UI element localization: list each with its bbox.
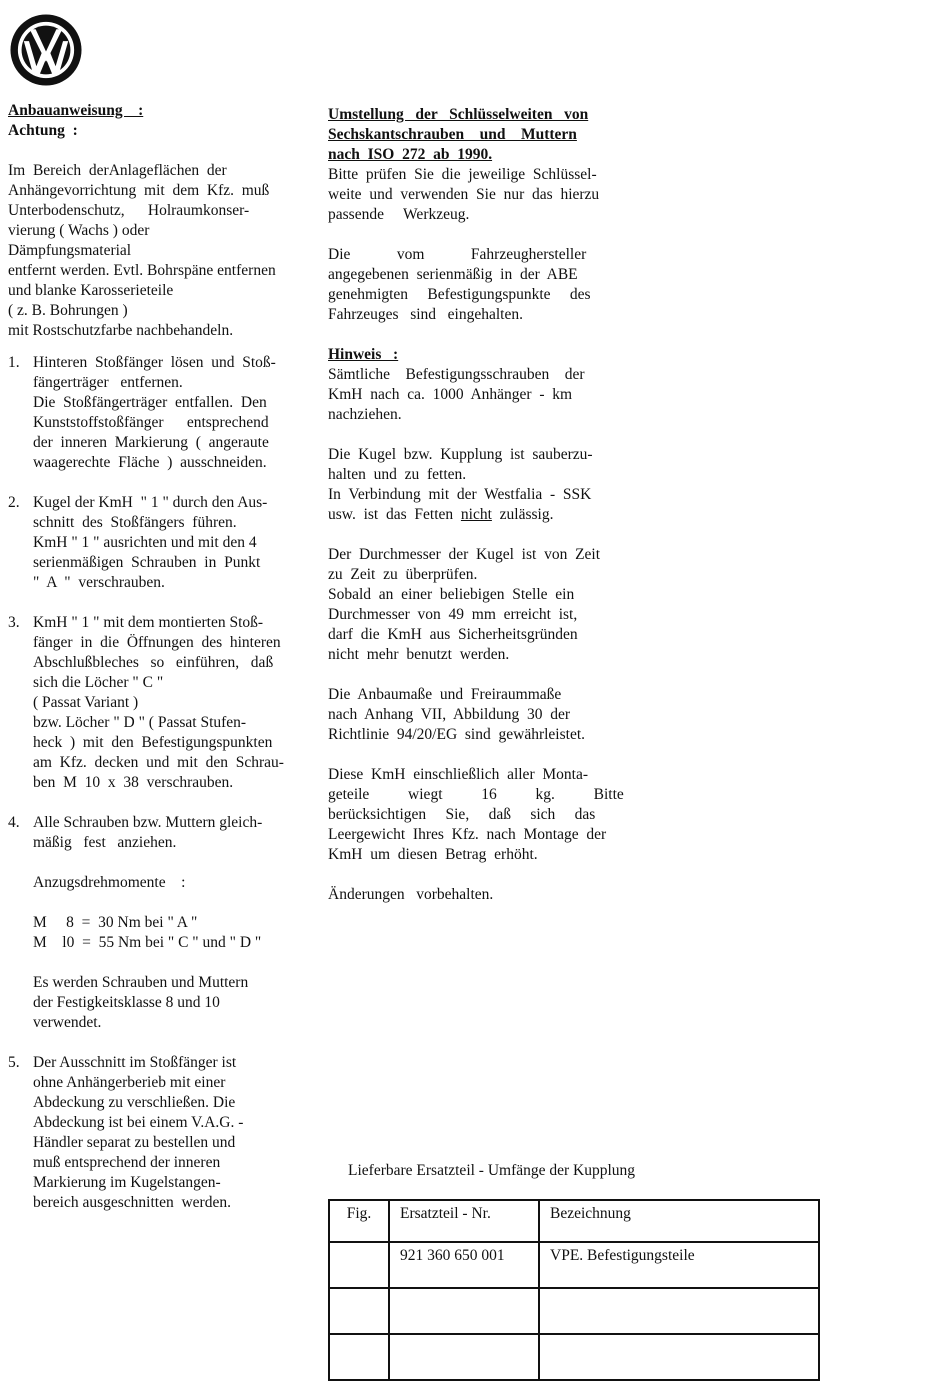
text-line: Anhängevorrichtung mit dem Kfz. muß — [8, 182, 270, 199]
intro-paragraph — [8, 161, 308, 341]
text-line: zu Zeit zu überprüfen. — [328, 566, 478, 583]
text-line: der Festigkeitsklasse 8 und 10 — [33, 994, 220, 1011]
text-line: Dämpfungsmaterial — [8, 242, 132, 259]
text-line: Diese KmH einschließlich aller Monta- — [328, 766, 588, 783]
text-line: nach Anhang VII, Abbildung 30 der — [328, 706, 571, 723]
text-line: KmH " 1 " mit dem montierten Stoß- — [33, 614, 264, 631]
vw-logo — [9, 13, 83, 87]
text-line: mäßig fest anziehen. — [33, 834, 177, 851]
text-line — [328, 505, 624, 525]
heading-achtung: Achtung : — [8, 122, 78, 139]
title-anbauanweisung: Anbauanweisung : — [8, 102, 144, 119]
text-fragment: zulässig. — [491, 506, 554, 523]
text-line: Sämtliche Befestigungsschrauben der — [328, 366, 585, 383]
text-line: sich die Löcher " C " — [33, 674, 164, 691]
paragraph-durchmesser — [328, 545, 624, 665]
text-line: Alle Schrauben bzw. Muttern gleich- — [33, 814, 263, 831]
paragraph-anbaumasse — [328, 685, 624, 745]
text-line: Die Kugel bzw. Kupplung ist sauberzu- — [328, 446, 593, 463]
torque-value: M 8 = 30 Nm bei " A " — [33, 914, 198, 931]
table-cell — [329, 1242, 389, 1288]
step-number: 2. — [8, 494, 20, 511]
text-line: fängerträger entfernen. — [33, 374, 183, 391]
parts-table-title: Lieferbare Ersatzteil - Umfänge der Kupplung — [348, 1162, 636, 1179]
text-line: KmH um diesen Betrag erhöht. — [328, 846, 538, 863]
header-fig: Fig. — [329, 1200, 389, 1242]
text-line: Abschlußbleches so einführen, daß — [33, 654, 274, 671]
right-column — [328, 105, 624, 905]
text-line: Es werden Schrauben und Muttern — [33, 974, 249, 991]
text-line: Die vom Fahrzeughersteller — [328, 246, 587, 263]
paragraph-nachziehen — [328, 365, 624, 425]
text-fragment: usw. ist das Fetten — [328, 506, 461, 523]
text-line: Bitte prüfen Sie die jeweilige Schlüssel- — [328, 166, 597, 183]
text-line: berücksichtigen Sie, daß sich das — [328, 806, 596, 823]
text-line: heck ) mit den Befestigungspunkten — [33, 734, 273, 751]
table-row — [329, 1242, 819, 1288]
text-line: und blanke Karosserieteile — [8, 282, 174, 299]
step-number: 4. — [8, 814, 20, 831]
paragraph-gewicht — [328, 765, 624, 865]
table-cell — [329, 1288, 389, 1334]
table-cell — [389, 1334, 539, 1380]
text-line: Händler separat zu bestellen und — [33, 1134, 236, 1151]
heading-schluesselweiten — [328, 105, 624, 165]
text-line: entfernt werden. Evtl. Bohrspäne entfernen — [8, 262, 276, 279]
text-line: Durchmesser von 49 mm erreicht ist, — [328, 606, 578, 623]
text-line: Kunststoffstoßfänger entsprechend — [33, 414, 269, 431]
step-5 — [8, 1053, 308, 1213]
text-line: ohne Anhängerberieb mit einer — [33, 1074, 226, 1091]
table-row — [329, 1288, 819, 1334]
torque-value: M l0 = 55 Nm bei " C " und " D " — [33, 934, 262, 951]
closing-note: Änderungen vorbehalten. — [328, 886, 494, 903]
text-line: Sobald an einer beliebigen Stelle ein — [328, 586, 575, 603]
left-column — [8, 101, 308, 1213]
text-line: halten und zu fetten. — [328, 466, 467, 483]
text-line: genehmigten Befestigungspunkte des — [328, 286, 591, 303]
text-line: bzw. Löcher " D " ( Passat Stufen- — [33, 714, 247, 731]
text-line: Richtlinie 94/20/EG sind gewährleistet. — [328, 726, 585, 743]
text-line: Markierung im Kugelstangen- — [33, 1174, 221, 1191]
step-number: 1. — [8, 354, 20, 371]
text-line: Fahrzeuges sind eingehalten. — [328, 306, 523, 323]
text-line: muß entsprechend der inneren — [33, 1154, 221, 1171]
text-line: ( Passat Variant ) — [33, 694, 139, 711]
paragraph-abe — [328, 245, 624, 325]
text-line: Die Stoßfängerträger entfallen. Den — [33, 394, 267, 411]
text-line: verwendet. — [33, 1014, 102, 1031]
parts-table — [328, 1199, 820, 1381]
table-cell — [389, 1288, 539, 1334]
table-cell — [539, 1288, 819, 1334]
text-line: Kugel der KmH " 1 " durch den Aus- — [33, 494, 268, 511]
text-line: Leergewicht Ihres Kfz. nach Montage der — [328, 826, 607, 843]
text-line: Abdeckung zu verschließen. Die — [33, 1094, 236, 1111]
text-line: geteile wiegt 16 kg. Bitte — [328, 786, 624, 803]
text-line: Im Bereich derAnlageflächen der — [8, 162, 227, 179]
text-line: passende Werkzeug. — [328, 206, 470, 223]
step-number: 3. — [8, 614, 20, 631]
step-3 — [8, 613, 308, 793]
text-line: fänger in die Öffnungen des hinteren — [33, 634, 281, 651]
text-line: mit Rostschutzfarbe nachbehandeln. — [8, 322, 234, 339]
text-line: KmH " 1 " ausrichten und mit den 4 — [33, 534, 257, 551]
text-line: ( z. B. Bohrungen ) — [8, 302, 128, 319]
text-line: waagerechte Fläche ) ausschneiden. — [33, 454, 267, 471]
text-line: nicht mehr benutzt werden. — [328, 646, 510, 663]
text-line: KmH nach ca. 1000 Anhänger - km — [328, 386, 573, 403]
underlined-word: nicht — [460, 506, 492, 523]
table-cell — [329, 1334, 389, 1380]
text-line: Unterbodenschutz, Holraumkonser- — [8, 202, 250, 219]
header-bezeichnung: Bezeichnung — [539, 1200, 819, 1242]
text-line: bereich ausgeschnitten werden. — [33, 1194, 231, 1211]
text-line: darf die KmH aus Sicherheitsgründen — [328, 626, 578, 643]
table-cell: VPE. Befestigungsteile — [539, 1242, 819, 1288]
text-line: nachziehen. — [328, 406, 402, 423]
text-line: Die Anbaumaße und Freiraummaße — [328, 686, 562, 703]
paragraph-fetten — [328, 445, 624, 525]
step-2 — [8, 493, 308, 593]
text-line: angegebenen serienmäßig in der ABE — [328, 266, 578, 283]
text-line: der inneren Markierung ( angeraute — [33, 434, 269, 451]
heading-line: Sechskantschrauben und Muttern — [328, 126, 577, 143]
text-line: serienmäßigen Schrauben in Punkt — [33, 554, 261, 571]
torque-title: Anzugsdrehmomente : — [33, 874, 186, 891]
heading-line: Umstellung der Schlüsselweiten von — [328, 106, 589, 123]
header-ersatzteil-nr: Ersatzteil - Nr. — [389, 1200, 539, 1242]
paragraph-werkzeug — [328, 165, 624, 225]
text-line: ben M 10 x 38 verschrauben. — [33, 774, 234, 791]
text-line: am Kfz. decken und mit den Schrau- — [33, 754, 284, 771]
text-line: " A " verschrauben. — [33, 574, 165, 591]
heading-line: nach ISO 272 ab 1990. — [328, 146, 493, 163]
text-line: Der Durchmesser der Kugel ist von Zeit — [328, 546, 601, 563]
table-header-row — [329, 1200, 819, 1242]
text-line: Hinteren Stoßfänger lösen und Stoß- — [33, 354, 276, 371]
step-number: 5. — [8, 1054, 20, 1071]
text-line: vierung ( Wachs ) oder — [8, 222, 150, 239]
table-cell: 921 360 650 001 — [389, 1242, 539, 1288]
text-line: In Verbindung mit der Westfalia - SSK — [328, 486, 592, 503]
step-4 — [8, 813, 308, 1033]
table-row — [329, 1334, 819, 1380]
table-cell — [539, 1334, 819, 1380]
text-line: schnitt des Stoßfängers führen. — [33, 514, 237, 531]
step-1 — [8, 353, 308, 473]
text-line: Der Ausschnitt im Stoßfänger ist — [33, 1054, 237, 1071]
heading-hinweis: Hinweis : — [328, 346, 399, 363]
text-line: Abdeckung ist bei einem V.A.G. - — [33, 1114, 244, 1131]
text-line: weite und verwenden Sie nur das hierzu — [328, 186, 600, 203]
